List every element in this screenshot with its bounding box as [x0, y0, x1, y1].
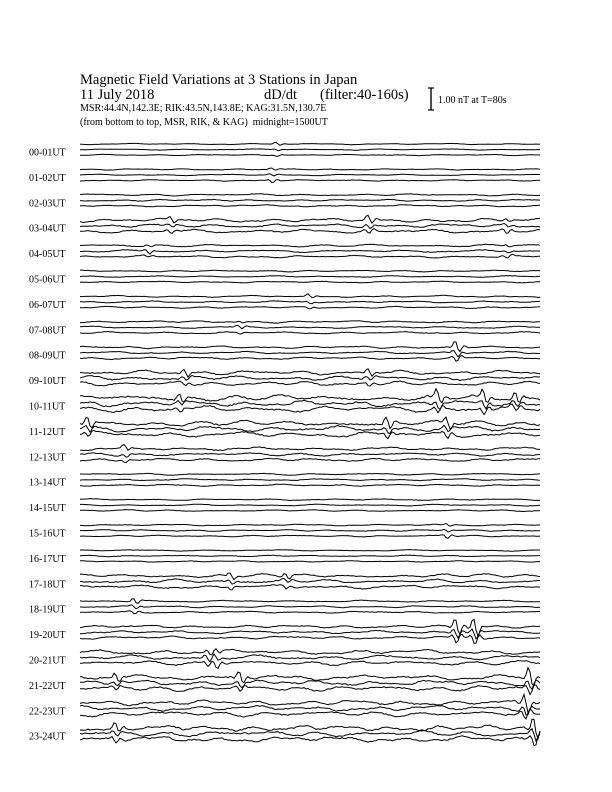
trace-kag	[80, 719, 540, 739]
rows-group	[29, 142, 540, 745]
trace-rik	[80, 504, 540, 506]
row-label: 16-17UT	[29, 553, 66, 565]
trace-kag	[80, 573, 540, 580]
row-label: 00-01UT	[29, 147, 66, 159]
trace-msr	[80, 735, 540, 746]
row-label: 10-11UT	[29, 401, 66, 413]
trace-kag	[80, 168, 540, 170]
trace-msr	[80, 709, 540, 719]
stations-label: MSR:44.4N,142.3E; RIK:43.5N,143.8E; KAG:31.5N,130.7E	[80, 103, 327, 114]
trace-rik	[80, 453, 540, 457]
trace-msr	[80, 332, 540, 335]
row-label: 15-16UT	[29, 528, 66, 540]
trace-rik	[80, 149, 540, 151]
trace-kag	[80, 445, 540, 451]
trace-rik	[80, 529, 540, 532]
row-label: 12-13UT	[29, 452, 66, 464]
trace-rik	[80, 400, 540, 409]
quantity-label: dD/dt	[264, 87, 298, 103]
trace-kag	[80, 342, 540, 352]
trace-kag	[80, 550, 540, 552]
row-label: 02-03UT	[29, 198, 66, 210]
trace-rik	[80, 555, 540, 557]
trace-msr	[80, 431, 540, 439]
row-label: 07-08UT	[29, 325, 66, 337]
row-label: 20-21UT	[29, 655, 66, 667]
row-label: 06-07UT	[29, 299, 66, 311]
row-label: 05-06UT	[29, 274, 66, 286]
trace-rik	[80, 376, 540, 381]
trace-rik	[80, 301, 540, 304]
trace-kag	[80, 389, 540, 403]
row-label: 22-23UT	[29, 706, 66, 718]
trace-msr	[80, 381, 540, 386]
row-label: 18-19UT	[29, 604, 66, 616]
trace-kag	[80, 244, 540, 247]
trace-msr	[80, 685, 540, 695]
trace-msr	[80, 458, 540, 462]
trace-rik	[80, 199, 540, 201]
trace-rik	[80, 351, 540, 357]
trace-msr	[80, 281, 540, 283]
trace-msr	[80, 611, 540, 614]
row-label: 21-22UT	[29, 680, 66, 692]
trace-msr	[80, 154, 540, 156]
trace-msr	[80, 535, 540, 539]
trace-rik	[80, 729, 540, 741]
trace-msr	[80, 229, 540, 234]
trace-msr	[80, 254, 540, 258]
trace-msr	[80, 356, 540, 362]
row-label: 17-18UT	[29, 579, 66, 591]
chart-title: Magnetic Field Variations at 3 Stations in Japan	[80, 72, 358, 88]
trace-msr	[80, 306, 540, 309]
row-label: 11-12UT	[29, 426, 66, 438]
trace-kag	[80, 142, 540, 145]
filter-label: (filter:40-160s)	[320, 87, 409, 103]
row-label: 08-09UT	[29, 350, 66, 362]
trace-msr	[80, 585, 540, 590]
row-label: 14-15UT	[29, 503, 66, 515]
trace-msr	[80, 661, 540, 669]
trace-msr	[80, 205, 540, 207]
trace-kag	[80, 599, 540, 604]
trace-kag	[80, 619, 540, 636]
trace-kag	[80, 694, 540, 713]
trace-msr	[80, 634, 540, 643]
trace-rik	[80, 479, 540, 481]
row-label: 03-04UT	[29, 223, 66, 235]
row-label: 13-14UT	[29, 477, 66, 489]
trace-rik	[80, 250, 540, 254]
trace-msr	[80, 180, 540, 183]
trace-rik	[80, 325, 540, 328]
row-label: 19-20UT	[29, 630, 66, 642]
trace-rik	[80, 579, 540, 585]
trace-kag	[80, 215, 540, 223]
trace-kag	[80, 649, 540, 655]
row-label: 09-10UT	[29, 376, 66, 388]
trace-kag	[80, 473, 540, 475]
trace-rik	[80, 425, 540, 433]
trace-kag	[80, 270, 540, 272]
trace-kag	[80, 523, 540, 526]
trace-msr	[80, 561, 540, 562]
trace-kag	[80, 369, 540, 377]
row-label: 01-02UT	[29, 172, 66, 184]
scale-label: 1.00 nT at T=80s	[438, 95, 507, 106]
scale-bar	[428, 88, 434, 110]
date-label: 11 July 2018	[80, 87, 155, 103]
trace-msr	[80, 510, 540, 512]
trace-rik	[80, 276, 540, 278]
trace-kag	[80, 294, 540, 298]
order-note-text: (from bottom to top, MSR, RIK, & KAG)	[80, 117, 248, 128]
midnight-label: midnight=1500UT	[252, 117, 328, 128]
trace-rik	[80, 223, 540, 228]
row-label: 04-05UT	[29, 249, 66, 261]
trace-kag	[80, 499, 540, 501]
row-label: 23-24UT	[29, 731, 66, 743]
trace-msr	[80, 484, 540, 486]
trace-rik	[80, 605, 540, 609]
trace-kag	[80, 194, 540, 196]
trace-kag	[80, 321, 540, 323]
trace-msr	[80, 404, 540, 415]
trace-rik	[80, 174, 540, 176]
